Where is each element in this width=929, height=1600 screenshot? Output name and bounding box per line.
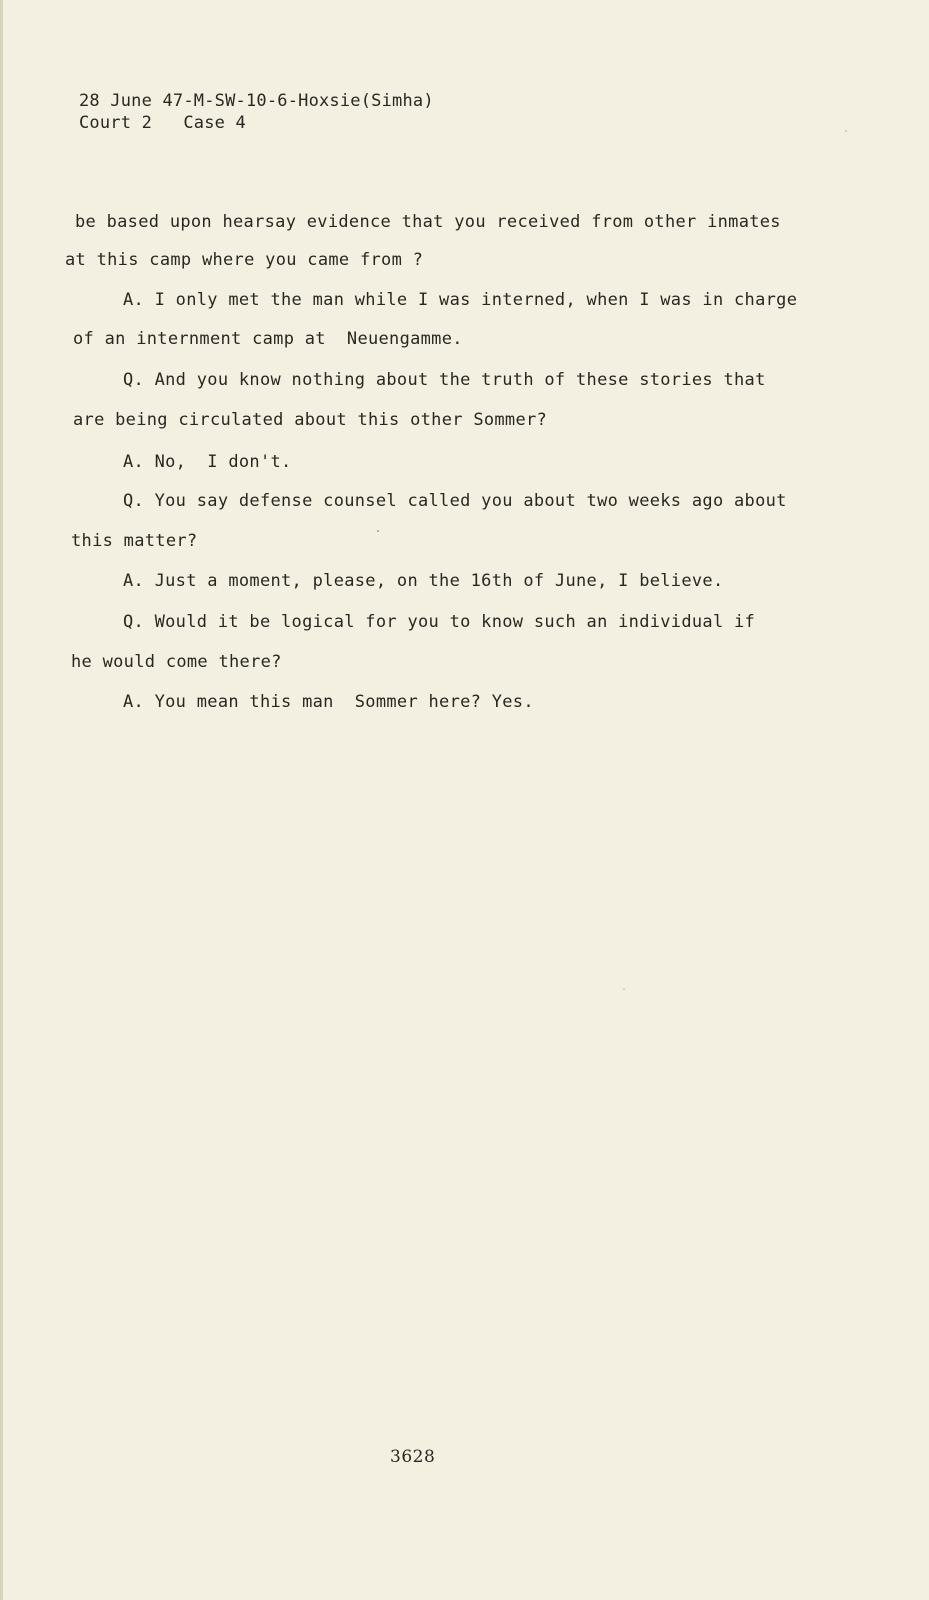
transcript-line: Q. And you know nothing about the truth of these stories that — [123, 370, 766, 390]
document-header — [79, 90, 434, 134]
paper-speck — [845, 130, 847, 132]
transcript-line: A. No, I don't. — [123, 452, 292, 472]
transcript-line: he would come there? — [71, 652, 282, 672]
transcript-line: be based upon hearsay evidence that you received from other inmates — [75, 212, 781, 232]
header-court-case: Court 2 Case 4 — [79, 113, 246, 133]
transcript-line: this matter? — [71, 531, 198, 551]
transcript-line: are being circulated about this other Sommer? — [73, 410, 548, 430]
transcript-line: A. I only met the man while I was interned, when I was in charge — [123, 290, 798, 310]
paper-speck — [377, 530, 379, 532]
transcript-line: Q. You say defense counsel called you about two weeks ago about — [123, 491, 787, 511]
paper-speck — [623, 988, 625, 990]
transcript-line: A. You mean this man Sommer here? Yes. — [123, 692, 534, 712]
transcript-line: at this camp where you came from ? — [65, 250, 424, 270]
transcript-line: Q. Would it be logical for you to know such an individual if — [123, 612, 756, 632]
header-date-reference: 28 June 47-M-SW-10-6-Hoxsie(Simha) — [79, 91, 434, 111]
transcript-line: of an internment camp at Neuengamme. — [73, 329, 463, 349]
transcript-line: A. Just a moment, please, on the 16th of June, I believe. — [123, 571, 724, 591]
page-number: 3628 — [390, 1447, 436, 1467]
